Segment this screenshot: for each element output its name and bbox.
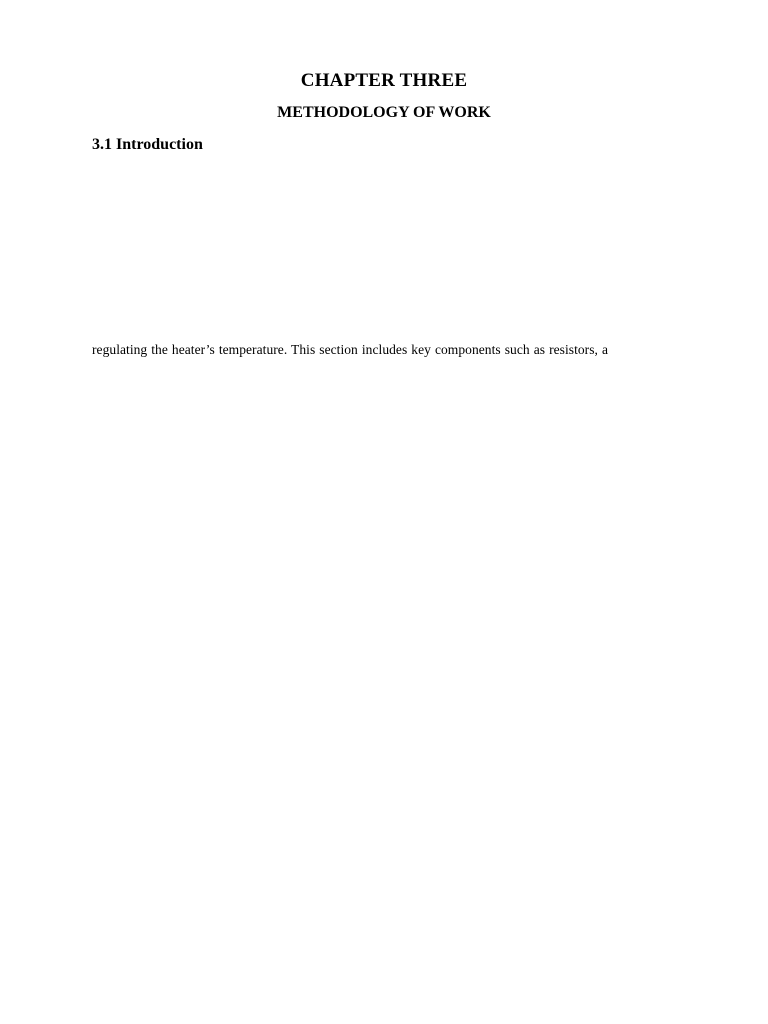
body-text-line: regulating the heater’s temperature. This section includes key components such as resistors, a	[92, 342, 609, 357]
chapter-subtitle: METHODOLOGY OF WORK	[277, 104, 491, 121]
chapter-title: CHAPTER THREE	[300, 70, 468, 91]
section-heading: 3.1 Introduction	[92, 136, 203, 153]
